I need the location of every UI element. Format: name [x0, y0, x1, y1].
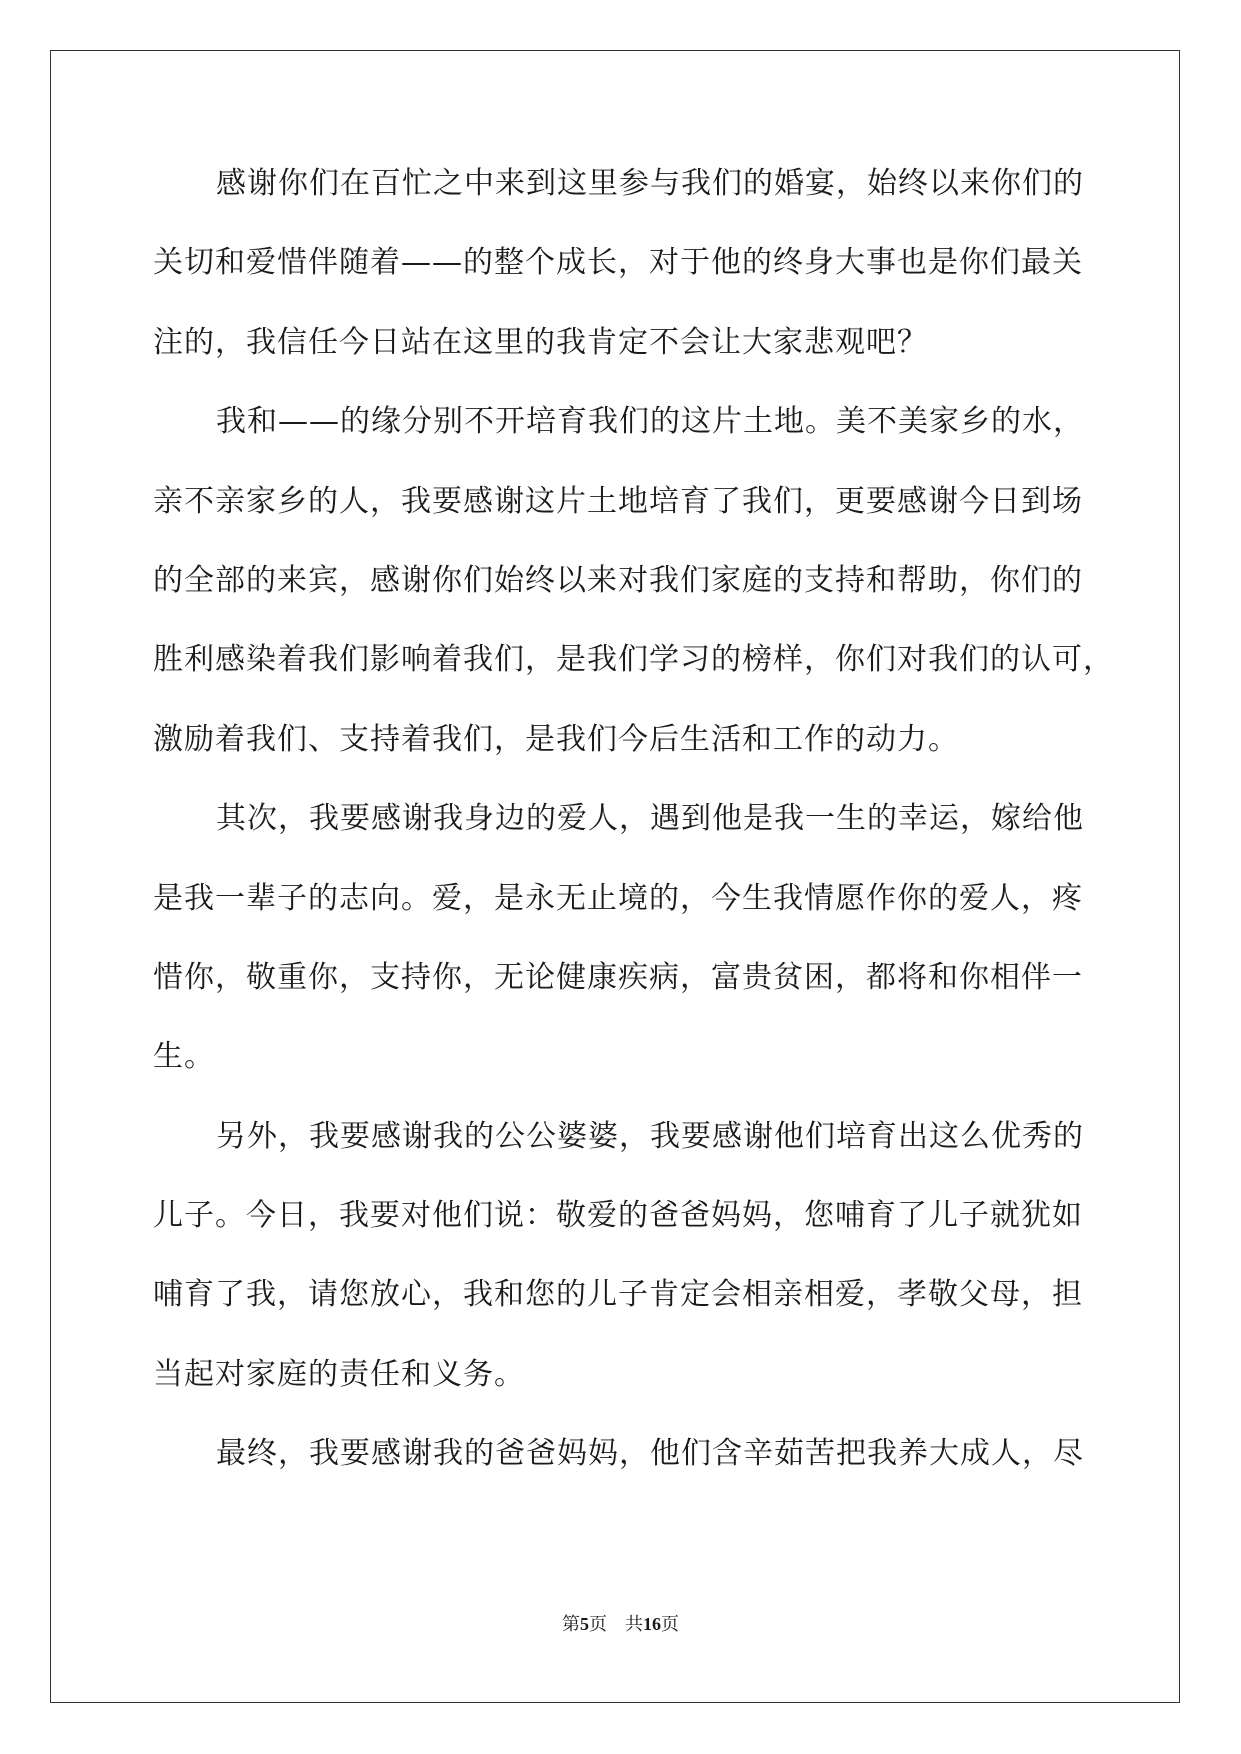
- total-suffix: 页: [661, 1614, 679, 1635]
- text-line: 最终，我要感谢我的爸爸妈妈，他们含辛茹苦把我养大成人，尽: [216, 1436, 1084, 1472]
- text-line: 的全部的来宾，感谢你们始终以来对我们家庭的支持和帮助，你们的: [153, 562, 1083, 598]
- text-line: 是我一辈子的志向。爱，是永无止境的，今生我情愿作你的爱人，疼: [153, 880, 1083, 916]
- page-number: 5: [580, 1614, 589, 1634]
- text-line: 激励着我们、支持着我们，是我们今后生活和工作的动力。: [153, 721, 959, 757]
- text-line: 关切和爱惜伴随着——的整个成长，对于他的终身大事也是你们最关: [153, 245, 1083, 281]
- text-line: 生。: [153, 1039, 215, 1075]
- text-line: 另外，我要感谢我的公公婆婆，我要感谢他们培育出这么优秀的: [216, 1118, 1084, 1154]
- document-body: [153, 160, 1114, 1510]
- text-line: 亲不亲家乡的人，我要感谢这片土地培育了我们，更要感谢今日到场: [153, 483, 1083, 519]
- total-prefix: 共: [625, 1614, 643, 1635]
- text-line: 注的，我信任今日站在这里的我肯定不会让大家悲观吧？: [153, 324, 928, 360]
- page-prefix: 第: [562, 1614, 580, 1635]
- text-line: 儿子。今日，我要对他们说：敬爱的爸爸妈妈，您哺育了儿子就犹如: [153, 1198, 1083, 1234]
- text-line: 感谢你们在百忙之中来到这里参与我们的婚宴，始终以来你们的: [216, 166, 1084, 201]
- total-pages: 16: [643, 1614, 661, 1634]
- page-suffix: 页: [589, 1614, 607, 1635]
- text-line: 胜利感染着我们影响着我们，是我们学习的榜样，你们对我们的认可，: [153, 642, 1114, 678]
- text-line: 哺育了我，请您放心，我和您的儿子肯定会相亲相爱，孝敬父母，担: [153, 1277, 1083, 1313]
- text-line: 其次，我要感谢我身边的爱人，遇到他是我一生的幸运，嫁给他: [216, 801, 1084, 837]
- text-line: 惜你，敬重你，支持你，无论健康疾病，富贵贫困，都将和你相伴一: [153, 959, 1083, 995]
- page-footer: [0, 1610, 1241, 1636]
- text-line: 当起对家庭的责任和义务。: [153, 1356, 525, 1392]
- text-line: 我和——的缘分别不开培育我们的这片土地。美不美家乡的水，: [216, 404, 1084, 440]
